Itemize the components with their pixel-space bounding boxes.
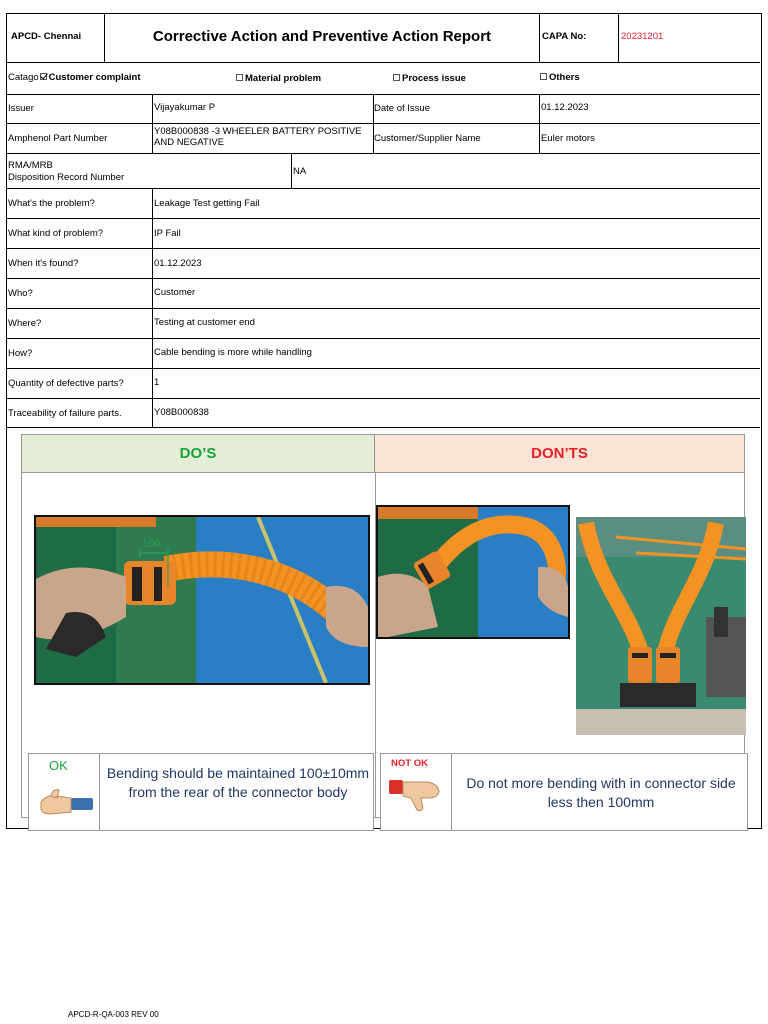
not-ok-guideline: [380, 753, 748, 831]
dos-donts-section: [21, 434, 745, 818]
thumbs-down-icon: [387, 776, 443, 812]
part-number-value: Y08B000838 -3 WHEELER BATTERY POSITIVE AND NEGATIVE: [154, 126, 362, 148]
customer-complaint-checkbox[interactable]: [40, 73, 47, 80]
not-ok-label: NOT OK: [391, 758, 428, 769]
question-how: How?: [8, 348, 33, 359]
answer-how: Cable bending is more while handling: [154, 347, 312, 358]
customer-name-value: Euler motors: [541, 133, 595, 144]
dimension-label: 100: [142, 538, 161, 550]
answer-who: Customer: [154, 287, 196, 298]
incorrect-bending-photo-2: [576, 517, 746, 735]
rma-value: NA: [293, 166, 307, 177]
answer-when-found: 01.12.2023: [154, 258, 202, 269]
question-problem: What's the problem?: [8, 198, 95, 209]
report-title: Corrective Action and Preventive Action Report: [152, 28, 492, 45]
part-number-label: Amphenol Part Number: [8, 133, 108, 144]
others-option: Others: [540, 72, 580, 83]
customer-complaint-option: Customer complaint: [48, 72, 141, 83]
date-of-issue-value: 01.12.2023: [541, 102, 589, 113]
question-where: Where?: [8, 318, 42, 329]
capa-number: 20231201: [621, 31, 664, 42]
answer-quantity: 1: [154, 377, 160, 388]
rma-label-line2: Disposition Record Number: [8, 172, 125, 183]
document-code: APCD-R-QA-003 REV 00: [68, 1010, 159, 1019]
site-name: APCD- Chennai: [11, 31, 82, 42]
ok-guideline-text: Bending should be maintained 100±10mm from the rear of the connector body: [106, 765, 370, 800]
thumbs-up-icon: [37, 788, 95, 820]
material-problem-option: Material problem: [236, 73, 321, 84]
question-problem-kind: What kind of problem?: [8, 228, 104, 239]
donts-heading: DON’TS: [375, 435, 744, 473]
ok-guideline: [28, 753, 374, 831]
customer-name-label: Customer/Supplier Name: [374, 133, 481, 144]
ok-label: OK: [49, 758, 68, 773]
incorrect-bending-photo-1: [376, 505, 570, 639]
answer-traceability: Y08B000838: [154, 407, 209, 418]
issuer-label: Issuer: [8, 103, 34, 114]
correct-bending-photo: [34, 515, 370, 685]
capa-number-label: CAPA No:: [542, 31, 587, 42]
answer-problem: Leakage Test getting Fail: [154, 198, 260, 209]
rma-label-line1: RMA/MRB: [8, 160, 53, 171]
question-quantity: Quantity of defective parts?: [8, 378, 124, 389]
issuer-value: Vijayakumar P: [154, 102, 216, 113]
question-when-found: When it's found?: [8, 258, 79, 269]
dos-heading: DO’S: [22, 435, 375, 473]
process-issue-checkbox[interactable]: [393, 74, 400, 81]
process-issue-option: Process issue: [393, 73, 466, 84]
date-of-issue-label: Date of Issue: [374, 103, 430, 114]
answer-problem-kind: IP Fail: [154, 228, 181, 239]
not-ok-guideline-text: Do not more bending with in connector side less then 100mm: [466, 775, 736, 810]
material-problem-checkbox[interactable]: [236, 74, 243, 81]
question-traceability: Traceability of failure parts.: [8, 408, 122, 419]
others-checkbox[interactable]: [540, 73, 547, 80]
answer-where: Testing at customer end: [154, 317, 255, 328]
category-label: Catago Customer complaint: [8, 72, 141, 83]
question-who: Who?: [8, 288, 33, 299]
capa-report-form: [6, 13, 762, 829]
